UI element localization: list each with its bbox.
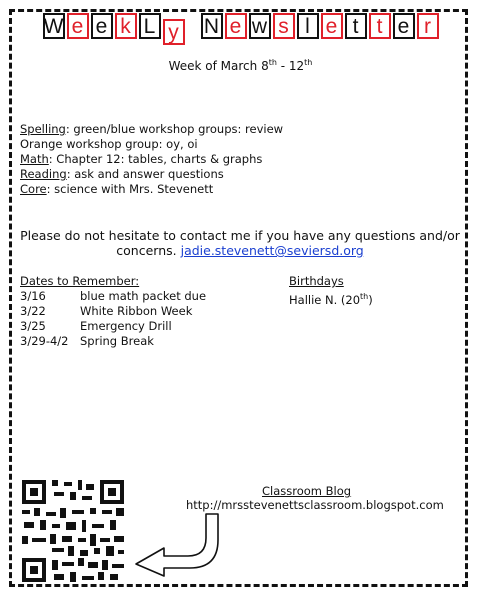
- title-letter: t: [369, 13, 391, 39]
- title-letter: r: [417, 13, 439, 39]
- date-row: 3/22 White Ribbon Week: [20, 304, 193, 318]
- email-link[interactable]: jadie.stevenett@seviersd.org: [180, 243, 364, 258]
- date-row: 3/16 blue math packet due: [20, 289, 207, 303]
- dates-to-remember: [20, 274, 206, 349]
- birthdays: [289, 274, 373, 308]
- title-letter: e: [67, 13, 89, 39]
- reading-line: Reading: ask and answer questions: [20, 167, 224, 181]
- title-letter: k: [115, 13, 137, 39]
- arrow-icon: [130, 512, 220, 578]
- birthday-entry: Hallie N. (20th): [289, 292, 373, 307]
- title-letter: w: [249, 13, 271, 39]
- week-of-heading: Week of March 8th - 12th: [168, 58, 313, 73]
- date-row: 3/25 Emergency Drill: [20, 319, 172, 333]
- title-letter: e: [321, 13, 343, 39]
- title-letter: e: [91, 13, 113, 39]
- title-letter: W: [43, 14, 64, 38]
- date-row: 3/29-4/2 Spring Break: [20, 334, 154, 348]
- orange-group-line: Orange workshop group: oy, oi: [20, 137, 198, 151]
- title-letter: s: [273, 13, 295, 39]
- spelling-line: Spelling: green/blue workshop groups: review: [20, 122, 284, 136]
- blog-url[interactable]: http://mrsstevenettsclassroom.blogspot.com: [186, 498, 444, 512]
- newsletter-title: [0, 13, 481, 53]
- subjects-list: [20, 122, 283, 197]
- blog-title: Classroom Blog: [262, 484, 352, 498]
- title-letter: l: [297, 13, 319, 39]
- math-line: Math: Chapter 12: tables, charts & graphs: [20, 152, 263, 166]
- title-letter: t: [345, 13, 367, 39]
- title-letter: L: [139, 13, 161, 39]
- title-letter: e: [393, 13, 415, 39]
- qr-code-icon: [20, 478, 126, 584]
- title-letter: e: [225, 13, 247, 39]
- title-space: [187, 13, 199, 39]
- contact-paragraph: Please do not hesitate to contact me if you have any questions and/or concerns. jadie.stevenett@seviersd.org: [20, 228, 460, 258]
- dates-header: Dates to Remember:: [20, 274, 140, 288]
- birthdays-header: Birthdays: [289, 274, 344, 288]
- title-letter: N: [201, 13, 223, 39]
- core-line: Core: science with Mrs. Stevenett: [20, 182, 214, 196]
- title-letter: y: [163, 19, 185, 45]
